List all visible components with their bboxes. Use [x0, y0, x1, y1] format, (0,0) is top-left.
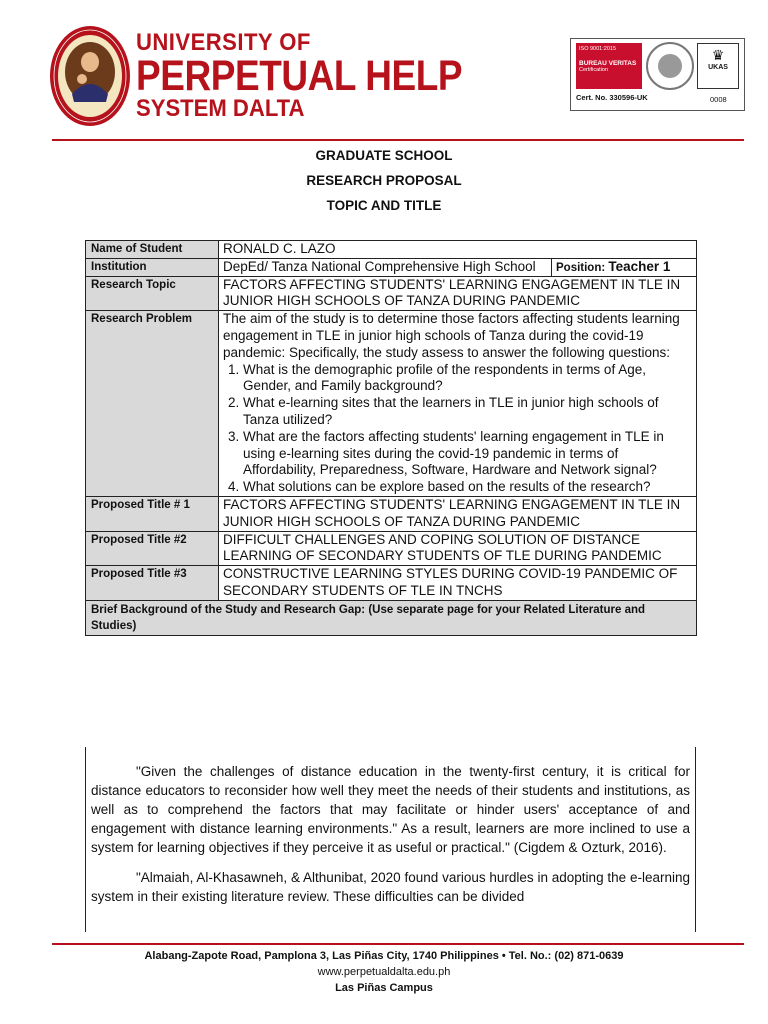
title-topic-and-title: TOPIC AND TITLE	[326, 198, 442, 213]
university-name-line2: PERPETUAL HELP	[136, 52, 463, 100]
topic-label: Research Topic	[86, 276, 219, 311]
title-graduate-school: GRADUATE SCHOOL	[315, 148, 453, 163]
university-name-line1: UNIVERSITY OF	[136, 29, 311, 56]
university-name-line3: SYSTEM DALTA	[136, 95, 305, 122]
crown-icon: ♛	[711, 47, 725, 63]
position-cell	[552, 258, 697, 276]
footer-campus: Las Piñas Campus	[335, 982, 433, 994]
proposal-form-table	[85, 240, 697, 636]
problem-list	[223, 362, 692, 496]
title1-value: FACTORS AFFECTING STUDENTS' LEARNING ENGAGEMENT IN TLE IN JUNIOR HIGH SCHOOLS OF TANZA DURING PANDEMIC	[219, 496, 697, 531]
list-item: 1. What is the demographic profile of the respondents in terms of Age, Gender, and Family background?	[243, 362, 692, 396]
name-label: Name of Student	[86, 241, 219, 259]
background-text-box	[85, 747, 696, 932]
header-divider	[52, 139, 744, 141]
row-problem	[86, 311, 697, 497]
list-item: 2. What e-learning sites that the learners in TLE in junior high schools of Tanza utilized?	[243, 395, 692, 429]
row-title1	[86, 496, 697, 531]
institution-value: DepEd/ Tanza National Comprehensive High School	[219, 258, 552, 276]
position-label: Position:	[556, 261, 606, 274]
row-topic	[86, 276, 697, 311]
list-item: 4. What solutions can be explore based on the results of the research?	[243, 479, 692, 496]
institution-label: Institution	[86, 258, 219, 276]
row-title2	[86, 531, 697, 566]
certification-badge	[570, 38, 745, 111]
brief-background-label: Brief Background of the Study and Research Gap: (Use separate page for your Related Literature and Studies)	[86, 600, 697, 635]
ukas-logo	[697, 43, 739, 89]
bureau-veritas-box	[576, 43, 642, 89]
problem-intro: The aim of the study is to determine those factors affecting students learning engagement in TLE in junior high schools of Tanza during the covid-19 pandemic: Specifically, the study assess to answer the following questions:	[223, 311, 680, 360]
problem-value	[219, 311, 697, 497]
iso-label: ISO 9001:2015	[579, 46, 617, 52]
row-brief	[86, 600, 697, 635]
title2-value: DIFFICULT CHALLENGES AND COPING SOLUTION OF DISTANCE LEARNING OF SECONDARY STUDENTS OF TLE DURING PANDEMIC	[219, 531, 697, 566]
bureau-label: BUREAU VERITAS	[579, 60, 637, 67]
row-title3	[86, 566, 697, 601]
name-value: RONALD C. LAZO	[219, 241, 697, 259]
background-paragraph-1: "Given the challenges of distance education in the twenty-first century, it is critical for distance educators to reconsider how well they meet the needs of their students and institutions, as well as to comprehend the factors that may facilitate or hinder users' acceptance of and engagement with distance learning environments." As a result, learners are more inclined to use a system for learning objectives if they perceive it as useful or practical." (Cigdem & Ozturk, 2016).	[91, 764, 690, 855]
list-item: 3. What are the factors affecting students' learning engagement in TLE in using e-learning sites during the covid-19 pandemic in terms of Affordability, Preparedness, Software, Hardware and Network signal?	[243, 429, 692, 479]
letterhead	[0, 0, 768, 145]
bureau-veritas-seal-icon	[646, 42, 694, 90]
cert-number: Cert. No. 330596-UK	[576, 93, 648, 102]
certification-label: Certification	[579, 67, 609, 73]
problem-label: Research Problem	[86, 311, 219, 497]
title3-label: Proposed Title #3	[86, 566, 219, 601]
row-institution	[86, 258, 697, 276]
title1-label: Proposed Title # 1	[86, 496, 219, 531]
background-paragraph-2: "Almaiah, Al-Khasawneh, & Althunibat, 2020 found various hurdles in adopting the e-learning system in their existing literature review. These difficulties can be divided	[91, 870, 690, 904]
footer-divider	[52, 943, 744, 945]
university-seal-icon	[48, 24, 132, 128]
row-name	[86, 241, 697, 259]
footer-address: Alabang-Zapote Road, Pamplona 3, Las Piñas City, 1740 Philippines • Tel. No.: (02) 871-0639	[144, 950, 624, 962]
footer-website: www.perpetualdalta.edu.ph	[317, 966, 451, 978]
title3-value: CONSTRUCTIVE LEARNING STYLES DURING COVID-19 PANDEMIC OF SECONDARY STUDENTS OF TLE IN TNCHS	[219, 566, 697, 601]
title-research-proposal: RESEARCH PROPOSAL	[306, 173, 462, 188]
title2-label: Proposed Title #2	[86, 531, 219, 566]
ukas-label: UKAS	[708, 64, 728, 71]
topic-value: FACTORS AFFECTING STUDENTS' LEARNING ENGAGEMENT IN TLE IN JUNIOR HIGH SCHOOLS OF TANZA DURING PANDEMIC	[219, 276, 697, 311]
cert-code: 0008	[710, 95, 727, 104]
footer	[0, 948, 768, 996]
position-value: Teacher 1	[608, 258, 671, 274]
